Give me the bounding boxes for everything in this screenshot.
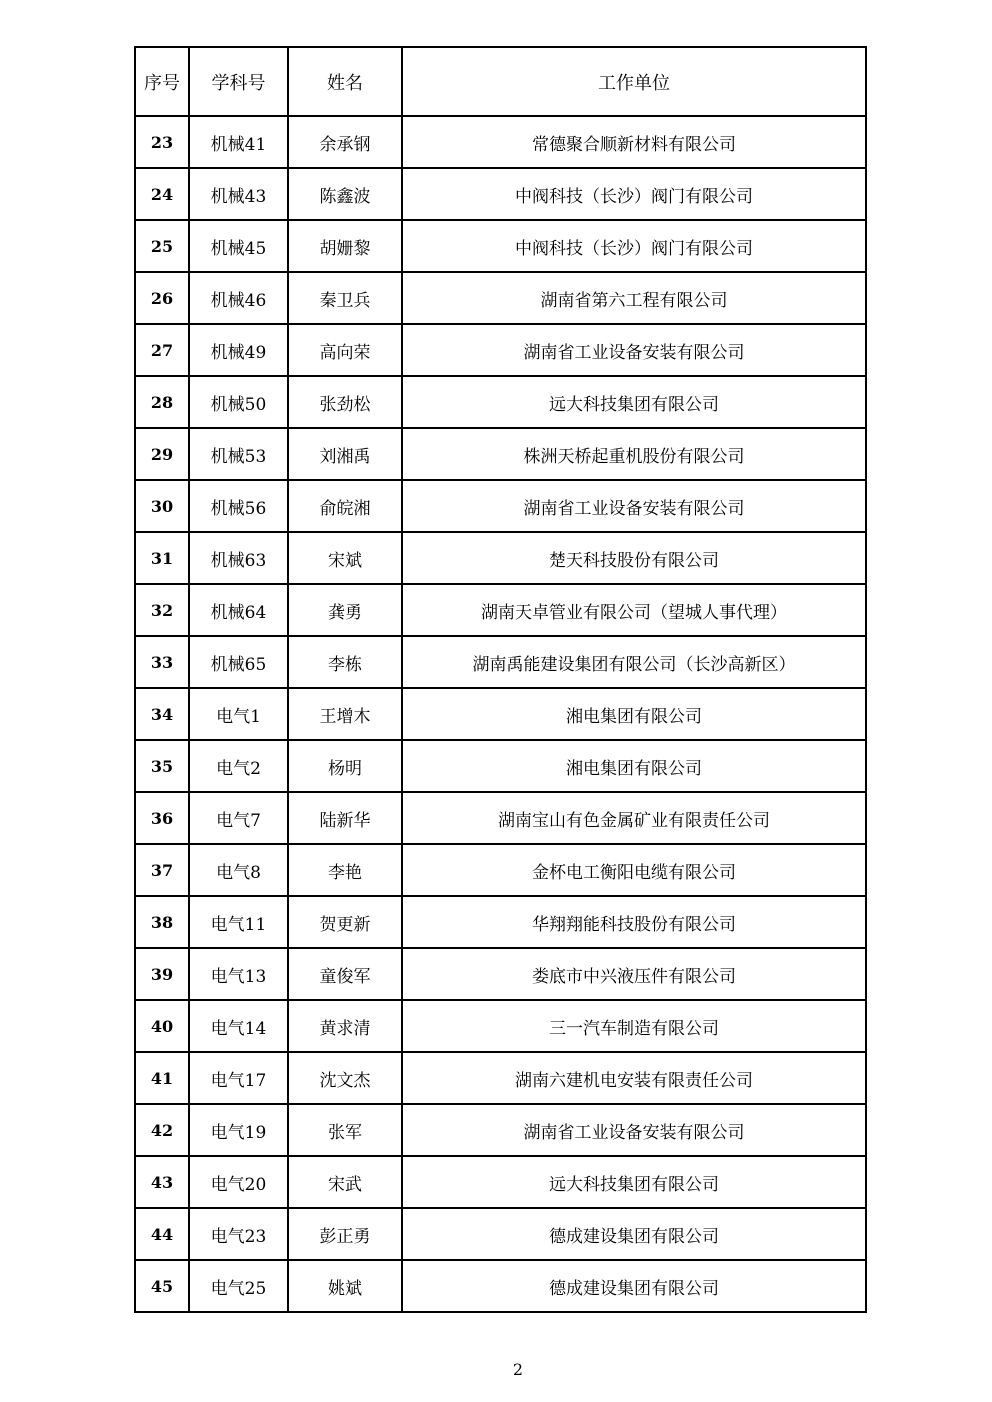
cell-name: 张劲松: [288, 376, 402, 428]
cell-name: 宋武: [288, 1156, 402, 1208]
cell-seq: 27: [135, 324, 189, 376]
table-body: [135, 116, 866, 1312]
cell-subject-no: 机械53: [189, 428, 288, 480]
cell-subject-no: 电气7: [189, 792, 288, 844]
cell-employer: 金杯电工衡阳电缆有限公司: [402, 844, 866, 896]
cell-subject-no: 机械56: [189, 480, 288, 532]
cell-seq: 26: [135, 272, 189, 324]
header-seq: 序号: [135, 47, 189, 116]
cell-subject-no: 机械65: [189, 636, 288, 688]
cell-subject-no: 电气2: [189, 740, 288, 792]
cell-employer: 湘电集团有限公司: [402, 740, 866, 792]
cell-name: 俞皖湘: [288, 480, 402, 532]
cell-name: 张军: [288, 1104, 402, 1156]
cell-seq: 38: [135, 896, 189, 948]
table-row: [135, 1000, 866, 1052]
cell-employer: 娄底市中兴液压件有限公司: [402, 948, 866, 1000]
cell-employer: 湖南省工业设备安装有限公司: [402, 1104, 866, 1156]
table-row: [135, 1104, 866, 1156]
cell-name: 余承钢: [288, 116, 402, 168]
cell-subject-no: 电气17: [189, 1052, 288, 1104]
cell-name: 彭正勇: [288, 1208, 402, 1260]
header-subject-no: 学科号: [189, 47, 288, 116]
personnel-table: [134, 46, 867, 1313]
table-row: [135, 324, 866, 376]
cell-subject-no: 机械63: [189, 532, 288, 584]
cell-name: 宋斌: [288, 532, 402, 584]
cell-employer: 远大科技集团有限公司: [402, 376, 866, 428]
table-header: [135, 47, 866, 116]
cell-subject-no: 机械50: [189, 376, 288, 428]
cell-subject-no: 机械64: [189, 584, 288, 636]
cell-seq: 44: [135, 1208, 189, 1260]
cell-name: 陈鑫波: [288, 168, 402, 220]
table-row: [135, 428, 866, 480]
cell-seq: 31: [135, 532, 189, 584]
table-row: [135, 584, 866, 636]
page-number: 2: [512, 1360, 524, 1379]
table-row: [135, 688, 866, 740]
cell-seq: 43: [135, 1156, 189, 1208]
cell-employer: 德成建设集团有限公司: [402, 1208, 866, 1260]
cell-seq: 23: [135, 116, 189, 168]
cell-name: 胡姗黎: [288, 220, 402, 272]
table-row: [135, 896, 866, 948]
cell-name: 童俊军: [288, 948, 402, 1000]
cell-name: 秦卫兵: [288, 272, 402, 324]
cell-name: 李艳: [288, 844, 402, 896]
cell-seq: 39: [135, 948, 189, 1000]
cell-seq: 42: [135, 1104, 189, 1156]
cell-subject-no: 机械46: [189, 272, 288, 324]
cell-name: 陆新华: [288, 792, 402, 844]
cell-employer: 湖南省工业设备安装有限公司: [402, 480, 866, 532]
cell-seq: 29: [135, 428, 189, 480]
table-row: [135, 948, 866, 1000]
cell-employer: 楚天科技股份有限公司: [402, 532, 866, 584]
cell-employer: 湖南省第六工程有限公司: [402, 272, 866, 324]
cell-subject-no: 机械49: [189, 324, 288, 376]
table-row: [135, 1208, 866, 1260]
cell-employer: 华翔翔能科技股份有限公司: [402, 896, 866, 948]
table-row: [135, 272, 866, 324]
cell-name: 杨明: [288, 740, 402, 792]
cell-employer: 常德聚合顺新材料有限公司: [402, 116, 866, 168]
header-row: [135, 47, 866, 116]
table-row: [135, 1260, 866, 1312]
cell-employer: 湖南禹能建设集团有限公司（长沙高新区）: [402, 636, 866, 688]
table-row: [135, 1156, 866, 1208]
cell-employer: 湖南天卓管业有限公司（望城人事代理）: [402, 584, 866, 636]
cell-employer: 中阀科技（长沙）阀门有限公司: [402, 168, 866, 220]
header-name: 姓名: [288, 47, 402, 116]
cell-seq: 32: [135, 584, 189, 636]
cell-seq: 24: [135, 168, 189, 220]
cell-seq: 34: [135, 688, 189, 740]
cell-employer: 中阀科技（长沙）阀门有限公司: [402, 220, 866, 272]
table-row: [135, 220, 866, 272]
cell-name: 贺更新: [288, 896, 402, 948]
header-employer: 工作单位: [402, 47, 866, 116]
cell-subject-no: 电气1: [189, 688, 288, 740]
cell-seq: 36: [135, 792, 189, 844]
cell-name: 李栋: [288, 636, 402, 688]
cell-subject-no: 电气19: [189, 1104, 288, 1156]
cell-subject-no: 电气14: [189, 1000, 288, 1052]
table-row: [135, 1052, 866, 1104]
table-row: [135, 116, 866, 168]
table-row: [135, 532, 866, 584]
cell-seq: 33: [135, 636, 189, 688]
cell-subject-no: 电气13: [189, 948, 288, 1000]
table-row: [135, 168, 866, 220]
cell-name: 刘湘禹: [288, 428, 402, 480]
cell-employer: 株洲天桥起重机股份有限公司: [402, 428, 866, 480]
cell-subject-no: 电气8: [189, 844, 288, 896]
cell-seq: 40: [135, 1000, 189, 1052]
cell-subject-no: 机械41: [189, 116, 288, 168]
cell-subject-no: 机械43: [189, 168, 288, 220]
cell-seq: 25: [135, 220, 189, 272]
cell-seq: 45: [135, 1260, 189, 1312]
cell-seq: 41: [135, 1052, 189, 1104]
cell-employer: 湖南宝山有色金属矿业有限责任公司: [402, 792, 866, 844]
cell-employer: 远大科技集团有限公司: [402, 1156, 866, 1208]
cell-name: 黄求清: [288, 1000, 402, 1052]
cell-subject-no: 电气25: [189, 1260, 288, 1312]
cell-employer: 三一汽车制造有限公司: [402, 1000, 866, 1052]
table-row: [135, 480, 866, 532]
cell-employer: 湘电集团有限公司: [402, 688, 866, 740]
table-row: [135, 844, 866, 896]
cell-seq: 28: [135, 376, 189, 428]
cell-seq: 37: [135, 844, 189, 896]
cell-name: 龚勇: [288, 584, 402, 636]
cell-employer: 德成建设集团有限公司: [402, 1260, 866, 1312]
table-row: [135, 740, 866, 792]
cell-subject-no: 电气20: [189, 1156, 288, 1208]
cell-name: 高向荣: [288, 324, 402, 376]
table-row: [135, 636, 866, 688]
cell-name: 姚斌: [288, 1260, 402, 1312]
cell-employer: 湖南六建机电安装有限责任公司: [402, 1052, 866, 1104]
table-row: [135, 376, 866, 428]
cell-employer: 湖南省工业设备安装有限公司: [402, 324, 866, 376]
table-row: [135, 792, 866, 844]
cell-name: 王增木: [288, 688, 402, 740]
cell-subject-no: 电气11: [189, 896, 288, 948]
cell-subject-no: 电气23: [189, 1208, 288, 1260]
cell-seq: 30: [135, 480, 189, 532]
cell-subject-no: 机械45: [189, 220, 288, 272]
cell-name: 沈文杰: [288, 1052, 402, 1104]
cell-seq: 35: [135, 740, 189, 792]
